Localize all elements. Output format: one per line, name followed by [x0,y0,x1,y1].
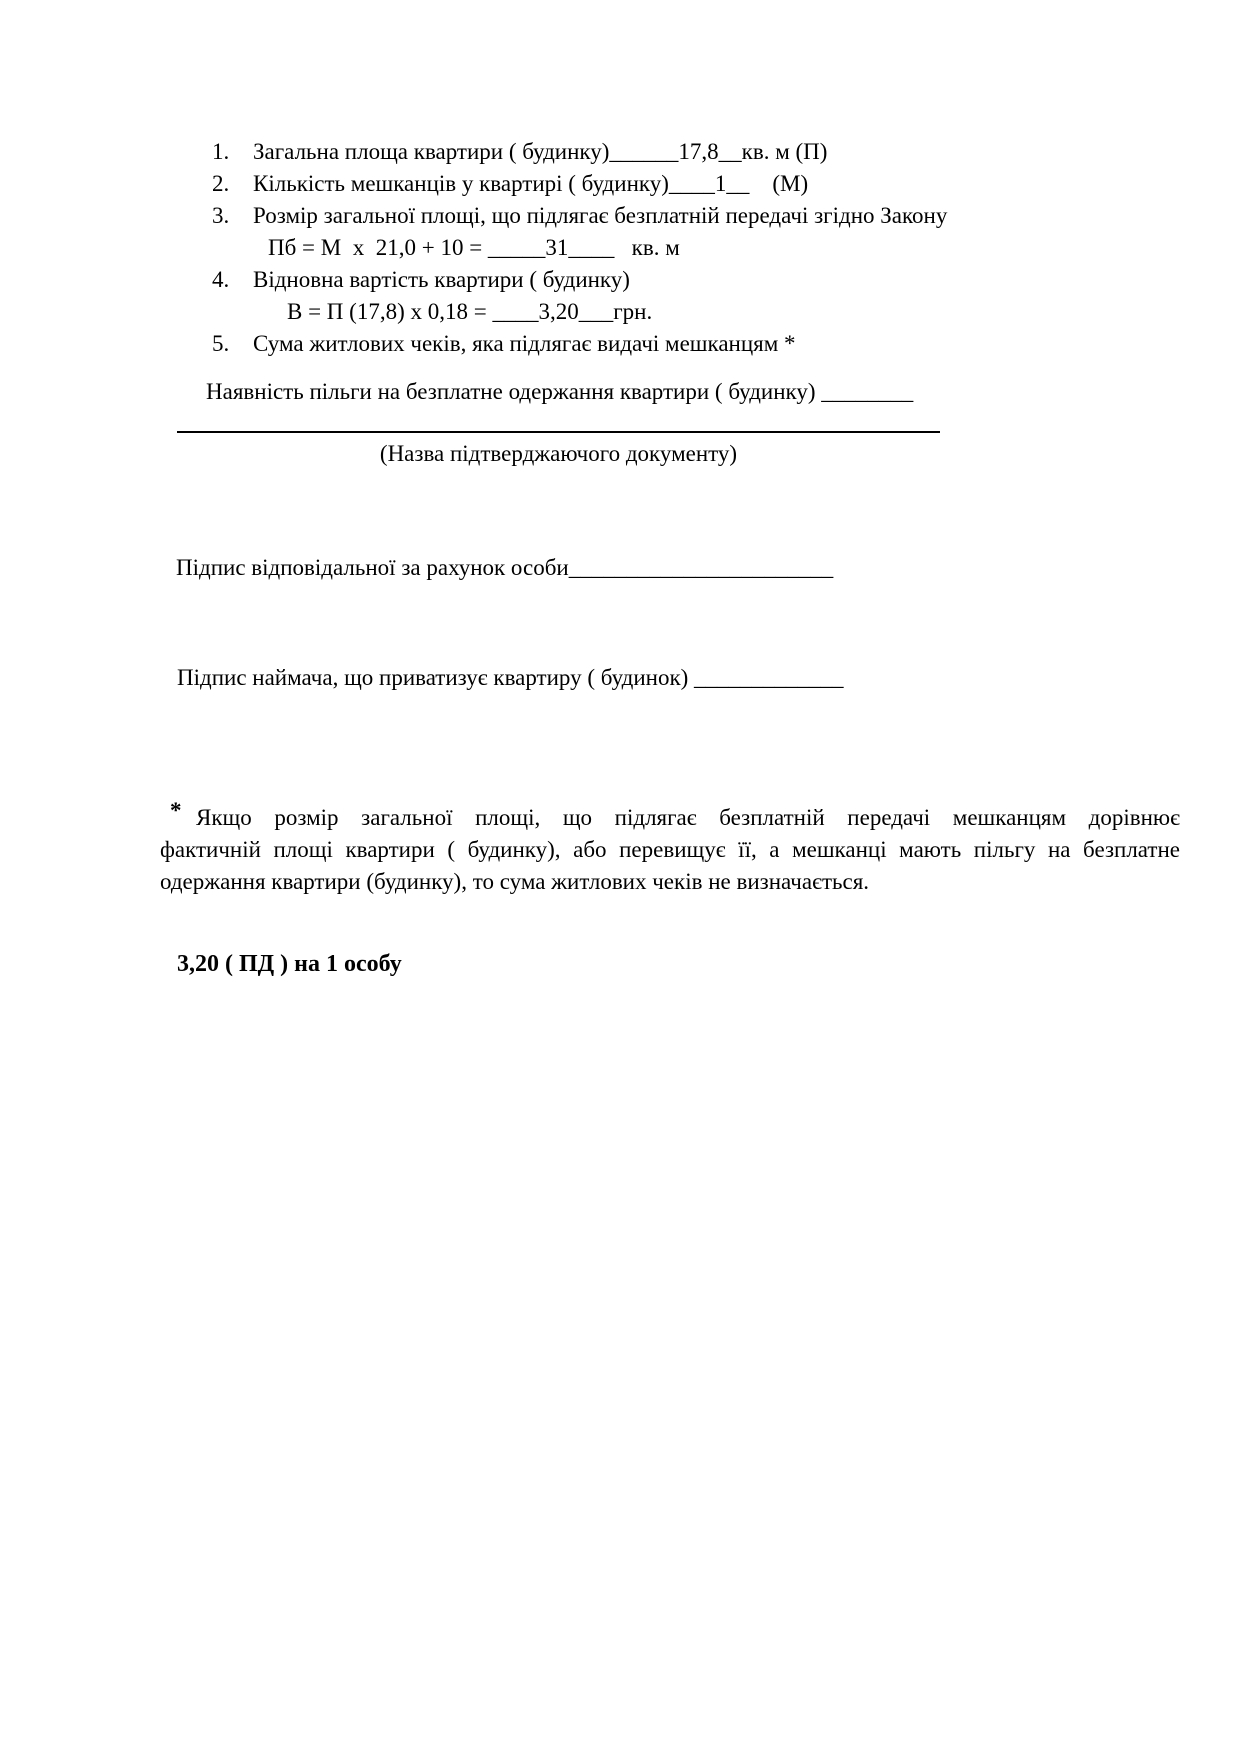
list-item-number: 4. [212,267,230,292]
fill-in-blank-line [177,431,940,433]
benefit-availability-line: Наявність пільги на безплатне одержання квартири ( будинку) ________ [206,379,914,404]
list-item-text: Розмір загальної площі, що підлягає безплатній передачі згідно Закону [253,203,948,228]
list-item-text: Загальна площа квартири ( будинку)______17,8__кв. м (П) [253,139,828,164]
footnote [160,798,1180,898]
footnote-text-line: фактичній площі квартири ( будинку), або перевищує її, а мешканці мають пільгу на безплатне [160,837,1180,862]
list-item-text: Відновна вартість квартири ( будинку) [253,267,630,292]
list-item [212,264,947,296]
footnote-asterisk-marker: * [170,798,182,823]
confirming-document-caption: (Назва підтверджаючого документу) [379,441,738,466]
list-item [212,168,947,200]
list-item-number: 1. [212,139,230,164]
list-item-text: Кількість мешканців у квартирі ( будинку)____1__ (М) [253,171,809,196]
list-item [212,200,947,232]
formula-area-free-transfer: Пб = М х 21,0 + 10 = _____31____ кв. м [268,235,680,260]
per-person-amount-note: 3,20 ( ПД ) на 1 особу [177,951,402,977]
list-item-text: Сума житлових чеків, яка підлягає видачі мешканцям * [253,331,796,356]
list-item-number: 2. [212,171,230,196]
list-item-number: 5. [212,331,230,356]
footnote-text-line: одержання квартири (будинку), то сума житлових чеків не визначається. [160,869,870,894]
footnote-text-line: Якщо розмір загальної площі, що підлягає безплатній передачі мешканцям дорівнює [196,805,1180,830]
signature-line-responsible-person: Підпис відповідальної за рахунок особи_______________________ [176,555,834,580]
list-item [212,328,947,360]
signature-line-tenant: Підпис наймача, що приватизує квартиру ( будинок) _____________ [177,665,844,690]
list-item-number: 3. [212,203,230,228]
numbered-list [212,136,947,360]
list-item [212,136,947,168]
formula-restoration-value: В = П (17,8) х 0,18 = ____3,20___грн. [287,299,653,324]
